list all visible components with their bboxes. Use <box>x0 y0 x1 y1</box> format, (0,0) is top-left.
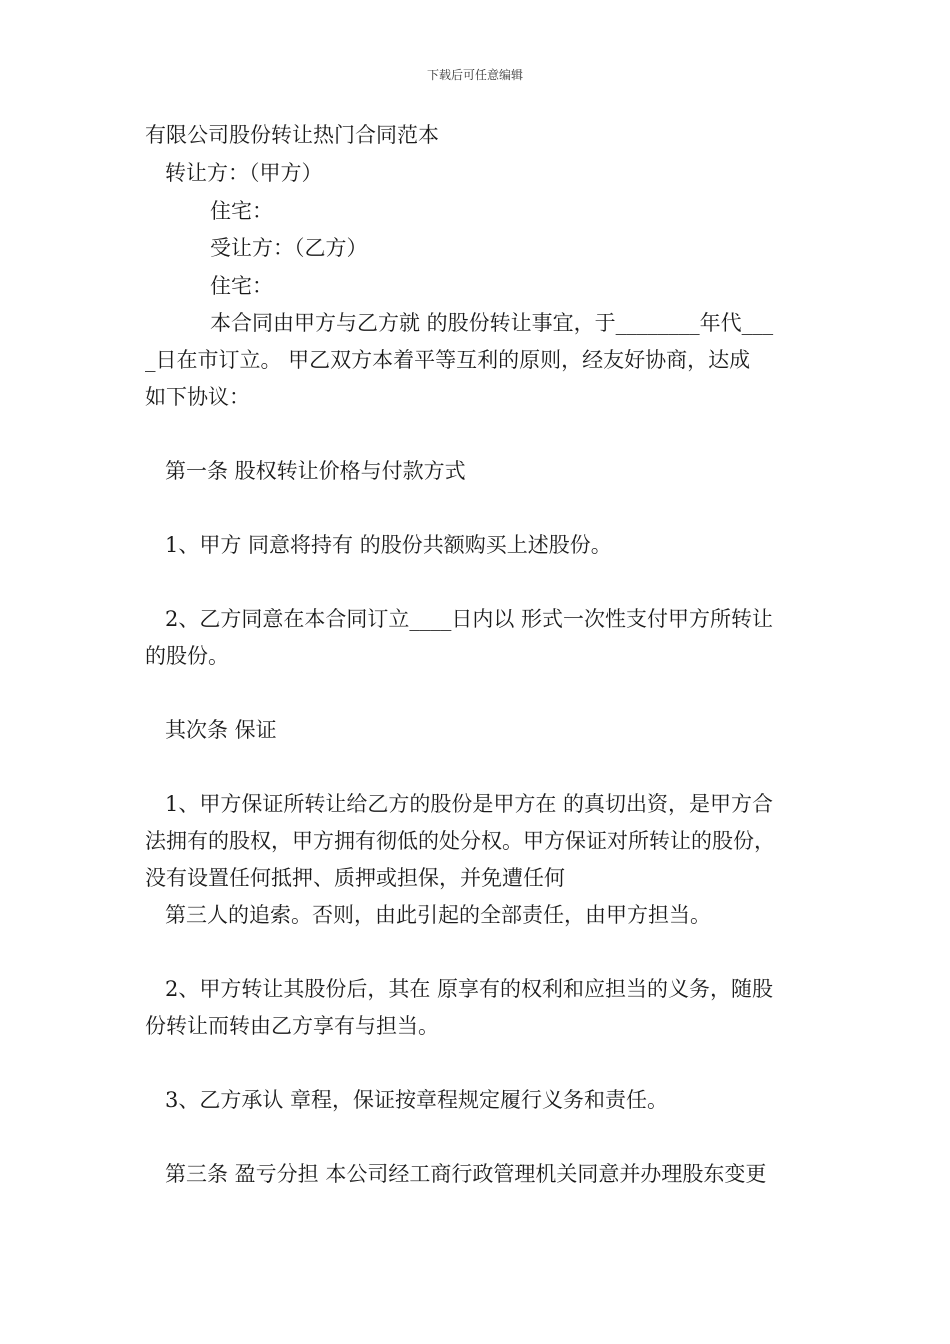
article-1-item-2-line-2: 的股份。 <box>145 644 229 668</box>
article-2-item-1-line-4: 第三人的追索。否则，由此引起的全部责任，由甲方担当。 <box>165 903 711 927</box>
article-1-item-1: 1、甲方 同意将持有 的股份共额购买上述股份。 <box>165 533 612 557</box>
article-1-item-2-line-1: 2、乙方同意在本合同订立____日内以 形式一次性支付甲方所转让 <box>165 607 774 631</box>
page-header-note: 下载后可任意编辑 <box>426 68 523 82</box>
contract-title: 有限公司股份转让热门合同范本 <box>145 123 439 147</box>
article-2-title: 其次条 保证 <box>165 718 277 742</box>
intro-line-3: 如下协议： <box>145 385 250 409</box>
article-1-title: 第一条 股权转让价格与付款方式 <box>165 459 466 483</box>
article-2-item-1-line-3: 没有设置任何抵押、质押或担保，并免遭任何 <box>145 866 565 890</box>
transferee-address-line: 住宅： <box>210 274 273 298</box>
transferor-line: 转让方：（甲方） <box>165 161 323 185</box>
intro-line-1: 本合同由甲方与乙方就 的股份转让事宜，于________年代___ <box>210 311 774 335</box>
transferor-address-line: 住宅： <box>210 199 273 223</box>
transferee-line: 受让方：（乙方） <box>210 236 368 260</box>
article-3-title: 第三条 盈亏分担 本公司经工商行政管理机关同意并办理股东变更 <box>165 1162 767 1186</box>
intro-line-2: _日在市订立。 甲乙双方本着平等互利的原则，经友好协商，达成 <box>145 348 751 372</box>
article-2-item-2-line-2: 份转让而转由乙方享有与担当。 <box>145 1014 439 1038</box>
article-2-item-2-line-1: 2、甲方转让其股份后，其在 原享有的权利和应担当的义务，随股 <box>165 977 774 1001</box>
article-2-item-1-line-2: 法拥有的股权，甲方拥有彻低的处分权。甲方保证对所转让的股份， <box>145 829 775 853</box>
article-2-item-3: 3、乙方承认 章程，保证按章程规定履行义务和责任。 <box>165 1088 669 1112</box>
article-2-item-1-line-1: 1、甲方保证所转让给乙方的股份是甲方在 的真切出资，是甲方合 <box>165 792 774 816</box>
